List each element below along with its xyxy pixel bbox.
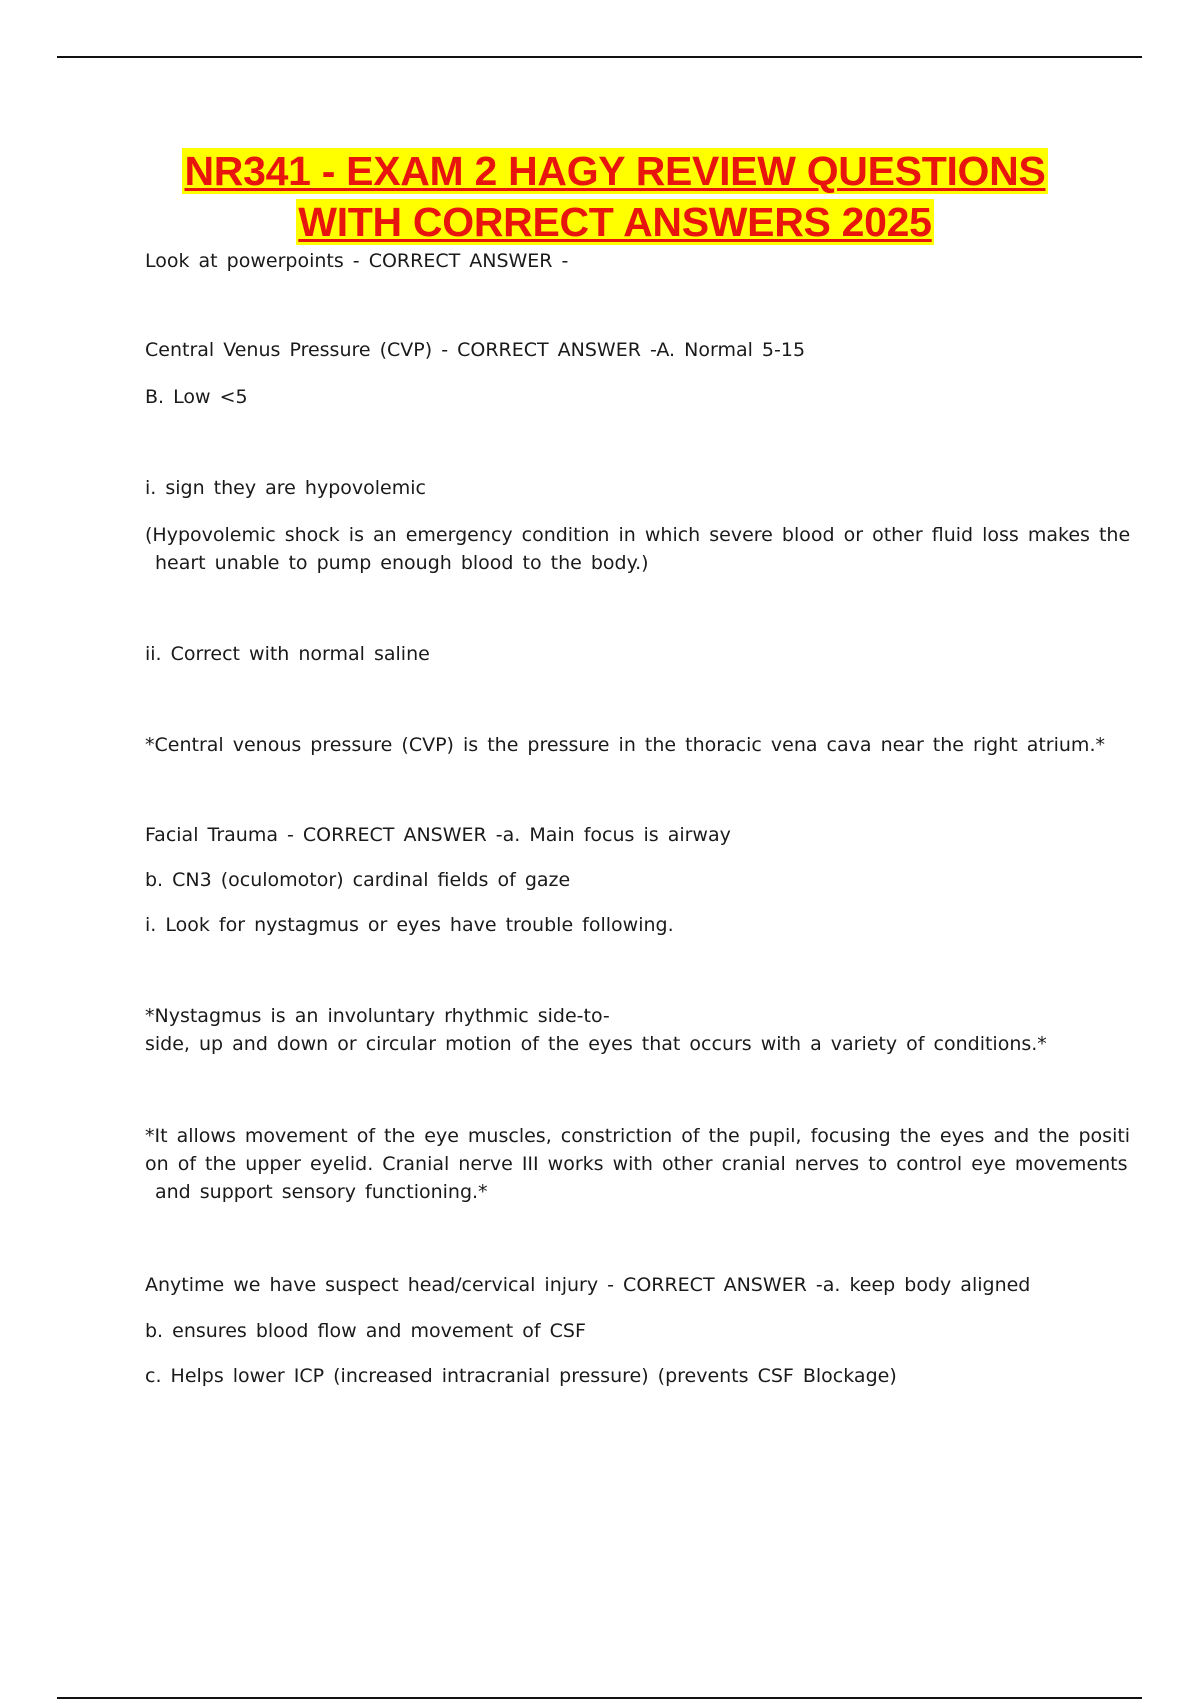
- qa-csf-flow: b. ensures blood flow and movement of CSF: [145, 1320, 586, 1342]
- note-line: on of the upper eyelid. Cranial nerve III works with other cranial nerves to control eye movements: [145, 1153, 1128, 1175]
- qa-lower-icp: c. Helps lower ICP (increased intracranial pressure) (prevents CSF Blockage): [145, 1365, 897, 1387]
- qa-cvp-definition: *Central venous pressure (CVP) is the pressure in the thoracic vena cava near the right atrium.*: [145, 734, 1105, 756]
- qa-nystagmus-look: i. Look for nystagmus or eyes have trouble following.: [145, 914, 674, 936]
- note-line: heart unable to pump enough blood to the body.): [155, 552, 649, 574]
- qa-hypovolemic-shock-note: [145, 521, 1131, 577]
- note-line: *It allows movement of the eye muscles, constriction of the pupil, focusing the eyes and the positi: [145, 1125, 1131, 1147]
- qa-nystagmus-definition: [145, 1002, 1083, 1058]
- note-line: and support sensory functioning.*: [155, 1181, 488, 1203]
- qa-cn3-gaze: b. CN3 (oculomotor) cardinal fields of gaze: [145, 869, 571, 891]
- qa-powerpoints: Look at powerpoints - CORRECT ANSWER -: [145, 250, 569, 272]
- qa-facial-trauma-heading: Facial Trauma - CORRECT ANSWER -a. Main focus is airway: [145, 824, 731, 846]
- document-title: [140, 146, 1090, 248]
- title-line-1: NR341 - EXAM 2 HAGY REVIEW QUESTIONS: [184, 148, 1046, 194]
- qa-cvp-heading: Central Venus Pressure (CVP) - CORRECT ANSWER -A. Normal 5-15: [145, 339, 806, 361]
- qa-normal-saline: ii. Correct with normal saline: [145, 643, 430, 665]
- note-line: *Nystagmus is an involuntary rhythmic side-to-: [145, 1005, 610, 1027]
- note-line: (Hypovolemic shock is an emergency condition in which severe blood or other fluid loss makes the: [145, 524, 1131, 546]
- title-line-2: WITH CORRECT ANSWERS 2025: [298, 199, 932, 245]
- qa-cvp-hypovolemic: i. sign they are hypovolemic: [145, 477, 426, 499]
- page-bottom-rule: [57, 1697, 1142, 1699]
- page-top-rule: [57, 56, 1142, 58]
- qa-head-injury-heading: Anytime we have suspect head/cervical injury - CORRECT ANSWER -a. keep body aligned: [145, 1274, 1031, 1296]
- note-line: side, up and down or circular motion of the eyes that occurs with a variety of conditions.*: [145, 1033, 1047, 1055]
- qa-cn3-function-note: [145, 1122, 1131, 1206]
- qa-cvp-low: B. Low <5: [145, 386, 248, 408]
